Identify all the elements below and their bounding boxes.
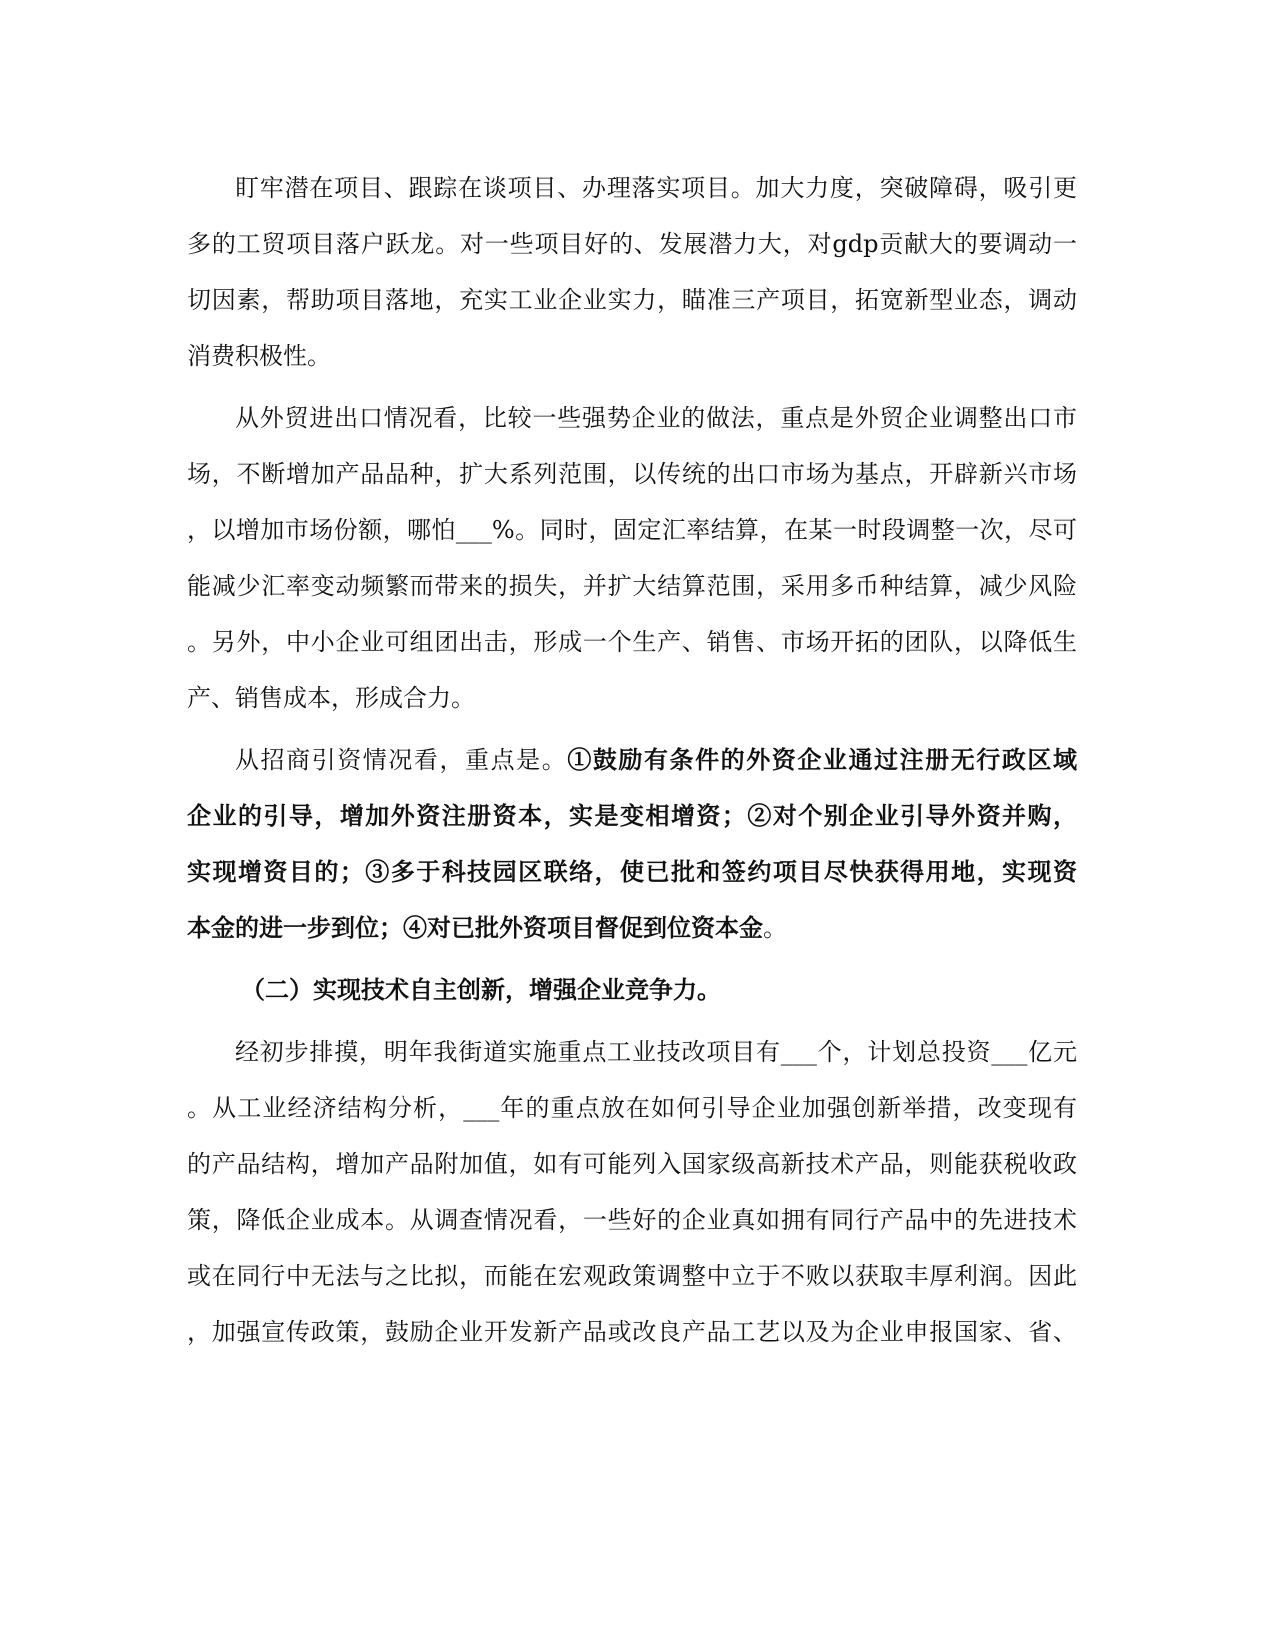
text-line: 经初步排摸，明年我街道实施重点工业技改项目有___个，计划总投资___亿元 [235,1038,1077,1066]
text-line: 产、销售成本，形成合力。 [187,684,475,712]
plain-text: 。 [763,914,787,942]
bold-text: 本金的进一步到位；④对已批外资项目督促到位资本金 [187,913,763,942]
paragraph-tech-innovation [187,1024,1077,1360]
paragraph-foreign-trade [187,390,1077,726]
text-line: 实现增资目的；③多于科技园区联络，使已批和签约项目尽快获得用地，实现资 [187,857,1077,886]
plain-text: 从招商引资情况看，重点是。 [235,746,568,774]
text-line: 从外贸进出口情况看，比较一些强势企业的做法，重点是外贸企业调整出口市 [235,404,1077,432]
section-heading: （二）实现技术自主创新，增强企业竞争力。 [241,975,721,1004]
text-line: 能减少汇率变动频繁而带来的损失，并扩大结算范围，采用多币种结算，减少风险 [187,572,1077,600]
text-line: 。从工业经济结构分析，___年的重点放在如何引导企业加强创新举措，改变现有 [187,1094,1077,1122]
text-line: ，加强宣传政策，鼓励企业开发新产品或改良产品工艺以及为企业申报国家、省、 [187,1318,1077,1346]
text-line: ，以增加市场份额，哪怕___%。同时，固定汇率结算，在某一时段调整一次，尽可 [187,516,1077,544]
bold-text: ①鼓励有条件的外资企业通过注册无行政区域 [567,745,1077,774]
text-line: 切因素，帮助项目落地，充实工业企业实力，瞄准三产项目，拓宽新型业态，调动 [187,286,1077,314]
text-line: 策，降低企业成本。从调查情况看，一些好的企业真如拥有同行产品中的先进技术 [187,1206,1077,1234]
text-line: 消费积极性。 [187,342,331,370]
paragraph-project-tracking [187,160,1077,384]
text-line: 。另外，中小企业可组团出击，形成一个生产、销售、市场开拓的团队，以降低生 [187,628,1077,656]
text-line: 的产品结构，增加产品附加值，如有可能列入国家级高新技术产品，则能获税收政 [187,1150,1077,1178]
text-line: 企业的引导，增加外资注册资本，实是变相增资；②对个别企业引导外资并购， [187,801,1077,830]
text-line: 盯牢潜在项目、跟踪在谈项目、办理落实项目。加大力度，突破障碍，吸引更 [235,174,1077,202]
text-line [187,732,1077,788]
document-page [187,160,1077,1360]
text-line: 多的工贸项目落户跃龙。对一些项目好的、发展潜力大，对gdp贡献大的要调动一 [187,230,1077,258]
text-line [187,900,1077,956]
paragraph-investment-attraction [187,732,1077,956]
text-line: 或在同行中无法与之比拟，而能在宏观政策调整中立于不败以获取丰厚利润。因此 [187,1262,1077,1290]
text-line: 场，不断增加产品品种，扩大系列范围，以传统的出口市场为基点，开辟新兴市场 [187,460,1077,488]
